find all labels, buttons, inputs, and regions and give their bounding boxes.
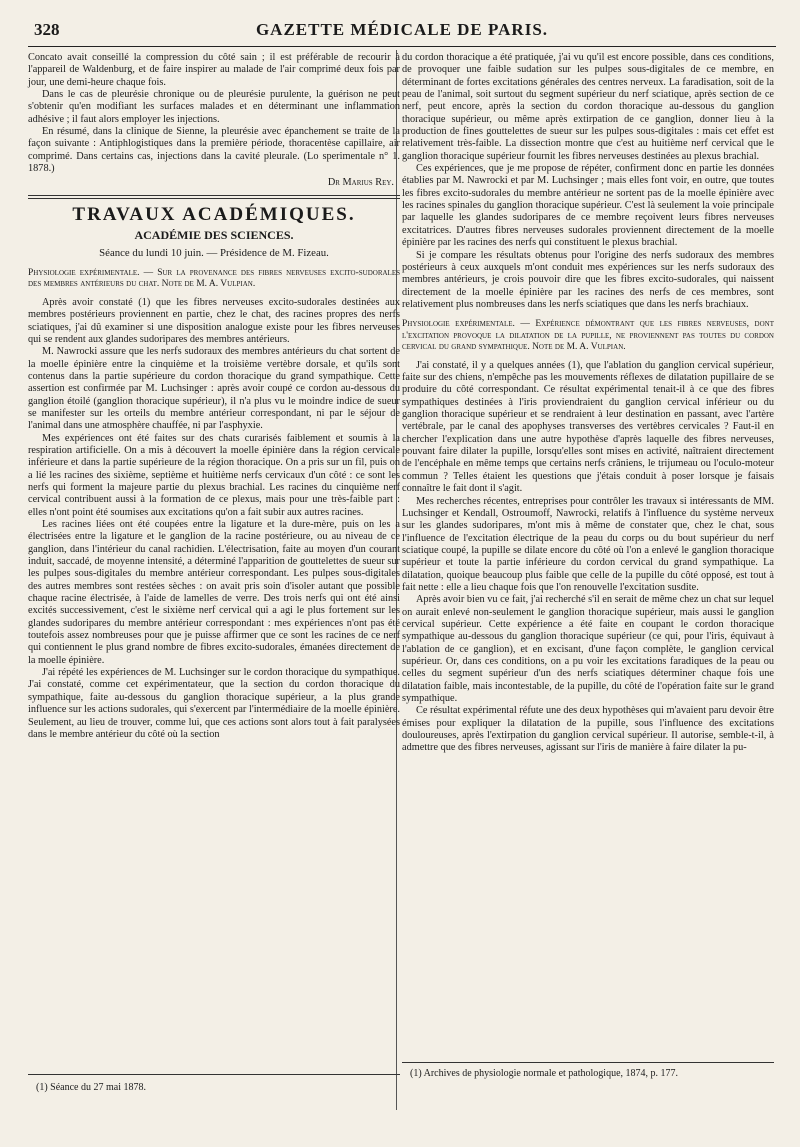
left-column [28, 52, 400, 1112]
paragraph: M. Nawrocki assure que les nerfs sudoraux des membres antérieurs du chat sortent de la moelle épinière entre la cinquième et la troisième vertèbre dorsale, et qu'ils sont contenus dans la partie supérieure du cordon thoracique du grand sympathique. Cette assertion est confirmée par M. Luchsinger : après avoir coupé ce cordon au-dessous du ganglion étoilé (ganglion thoracique supérieur), il n'a plus vu le moindre indice de sueur se manifester sur les orteils du membre antérieur correspondant, ni par le séjour de l'animal dans une atmosphère chauffée, ni par l'asphyxie. [28, 346, 400, 432]
paragraph: du cordon thoracique a été pratiquée, j'ai vu qu'il est encore possible, dans ces conditions, de provoquer une faible sudation sur les pulpes sous-digitales de ce membre, en déterminant de fortes excitations générales des centres nerveux. La faradisation, soit de la peau de l'animal, soit surtout du segment supérieur du nerf sciatique, après section de ce nerf, peut encore, après la section du cordon thoracique au-dessous du ganglion thoracique supérieur, ou même après extirpation de ce ganglion, donner lieu à la production de fines gouttelettes de sueur sur les pulpes sous-digitales : mais cet effet est relativement très-faible. La dissection montre que c'est au huitième nerf cervical que le ganglion thoracique supérieur fournit les fibres nerveuses destinées au plexus brachial. [402, 52, 774, 162]
paragraph: Dans le cas de pleurésie chronique ou de pleurésie purulente, la guérison ne peut s'obtenir qu'en modifiant les surfaces malades et en déterminant une inflammation adhésive ; il faut alors employer les injections. [28, 89, 400, 125]
article-heading: Physiologie expérimentale. — Expérience démontrant que les fibres nerveuses, dont l'excitation provoque la dilatation de la pupille, ne proviennent pas toutes du cordon cervical du grand sympathique. Note de M. A. Vulpian. [402, 319, 774, 353]
right-column [402, 52, 774, 1112]
paragraph: Ce résultat expérimental réfute une des deux hypothèses qui m'avaient paru devoir être émises pour expliquer la dilatation de la pupille, sous l'influence des excitations douloureuses, après l'extirpation du ganglion cervical supérieur. Il autorise, semble-t-il, à admettre que des fibres nerveuses, agissant sur l'iris de manière à faire dilater la pu- [402, 705, 774, 754]
paragraph: Mes expériences ont été faites sur des chats curarisés faiblement et soumis à la respiration artificielle. On a mis à découvert la moelle épinière dans la région cervicale inférieure et dans la partie supérieure de la région thoracique. On a pris sur un fil, puis on a lié les racines des sixième, septième et huitième nerfs cervicaux d'un côté : ce sont les nerfs qui forment la majeure partie du plexus brachial. Les racines du cinquième nerf cervical contribuent aussi à la formation de ce plexus, mais pour une très-faible part : elles n'ont point été soumises aux excitations qu'on a fait subir aux autres racines. [28, 432, 400, 518]
paragraph: En résumé, dans la clinique de Sienne, la pleurésie avec épanchement se traite de la façon suivante : Antiphlogistiques dans la première période, thoracentèse capillaire, air comprimé. Dans certains cas, injections dans la cavité pleurale. (Lo sperimentale n° 1. 1878.) [28, 126, 400, 175]
paragraph: Les racines liées ont été coupées entre la ligature et la dure-mère, puis on les a électrisées entre la ligature et le ganglion de la racine postérieure, ou au niveau de ce ganglion, dans l'intérieur du canal rachidien. L'électrisation, faite au moyen d'un courant induit, saccadé, de moyenne intensité, a déterminé l'apparition de gouttelettes de sueur sur les pulpes sous-digitales du membre antérieur correspondant. Les pulpes sous-digitales des autres membres sont restées sèches : on avait pris soin d'isoler autant que possible chaque racine électrisée, à l'aide de lamelles de verre. Des trois nerfs qui ont été ainsi excités successivement, c'est le sixième nerf cervical qui a agi le plus fortement sur les glandes sudoripares du membre antérieur correspondant : mes expériences n'ont pas été toutefois assez nombreuses pour que je puisse affirmer que ce sont les racines de ce nerf qui contiennent le plus grand nombre de fibres excito-sudorales, émanées directement de la moelle épinière. [28, 519, 400, 666]
page-header [28, 20, 776, 47]
paragraph: Après avoir bien vu ce fait, j'ai recherché s'il en serait de même chez un chat sur lequel on aurait enlevé non-seulement le ganglion thoracique supérieur, mais aussi le ganglion cervical supérieur. Cette expérience a été faite en coupant le cordon thoracique sympathique au-dessous du ganglion thoracique supérieur (ce qui, pour l'iris, équivaut à l'ablation de ce ganglion), et en excisant, d'une façon complète, le ganglion cervical supérieur. Or, dans ces conditions, on a pu voir les excitations faradiques de la peau ou celles du segment supérieur d'un des nerfs sciatiques déterminer chaque fois une dilatation faible, mais incontestable, de la pupille, du côté de l'opération faite sur le grand sympathique. [402, 594, 774, 704]
footnote: (1) Séance du 27 mai 1878. [36, 1082, 146, 1093]
footnote-rule [402, 1062, 774, 1063]
page-number: 328 [34, 20, 60, 39]
article-heading: Physiologie expérimentale. — Sur la provenance des fibres nerveuses excito-sudorales des membres antérieurs du chat. Note de M. A. Vulpian. [28, 267, 400, 290]
paragraph: Après avoir constaté (1) que les fibres nerveuses excito-sudorales destinées aux membres postérieurs proviennent en partie, chez le chat, des racines propres des nerfs sciatiques, j'ai dû examiner si une disposition analogue existe pour les fibres nerveuses qui se rendent aux glandes sudoripares des membres antérieurs. [28, 296, 400, 345]
paragraph: J'ai constaté, il y a quelques années (1), que l'ablation du ganglion cervical supérieur, faite sur des chiens, n'empêche pas les mouvements réflexes de dilatation pupillaire de se produire du côté correspondant. Ce résultat expérimental tenait-il à ce que des fibres sympathiques destinées à l'iris proviendraient du ganglion cervical inférieur ou du ganglion thoracique supérieur et se rendraient à leur destination en passant, avec l'artère vertébrale, par le canal des apophyses transverses des vertèbres cervicales ? Faut-il en chercher l'explication dans une autre hypothèse d'après laquelle des fibres nerveuses, pouvant faire dilater la pupille, lorsqu'elles sont mises en activité, naîtraient directement de l'encéphale en même temps que certains nerfs crâniens, le trijumeau ou l'oculo-moteur commun ? Telles étaient les questions que j'étais conduit à poser lorsque je faisais connaître le fait dont il s'agit. [402, 359, 774, 495]
section-title: TRAVAUX ACADÉMIQUES. [72, 203, 356, 225]
session-line: Séance du lundi 10 juin. — Présidence de M. Fizeau. [99, 247, 329, 260]
paragraph: J'ai répété les expériences de M. Luchsinger sur le cordon thoracique du sympathique. J'ai constaté, comme cet expérimentateur, que la section du cordon thoracique du sympathique, faite au-dessous du ganglion thoracique supérieur, a la plus grande influence sur les actions sudorales, qui s'exercent par l'intermédiaire de la moelle épinière. Seulement, au lieu de trouver, comme lui, que ces actions sont alors tout à fait paralysées dans le membre antérieur du côté où la section [28, 667, 400, 740]
paragraph: Mes recherches récentes, entreprises pour contrôler les travaux si intéressants de MM. Luchsinger et Kendall, Ostroumoff, Nawrocki, relatifs à l'influence du système nerveux sur les glandes sudoripares, m'ont mis à même de constater que, chez le chat, sous l'influence de l'excitation électrique de la peau du corps ou du bout supérieur du nerf sciatique coupé, la pupille se dilate encore du côté où l'on a enlevé le ganglion thoracique supérieur et toute la partie inférieure du cordon cervical du grand sympathique. La dilatation, quoique beaucoup plus faible que celle de la pupille du côté opposé, est tout à fait nette : elle a lieu chaque fois que l'on renouvelle l'excitation susdite. [402, 495, 774, 593]
paragraph: Ces expériences, que je me propose de répéter, confirment donc en partie les données établies par M. Nawrocki et par M. Luchsinger ; mais elles font voir, en outre, que toutes les fibres excito-sudorales du membre antérieur ne sortent pas de la moelle épinière avec les racines spinales du ganglion thoracique supérieur. C'est là seulement la voie principale par laquelle les glandes sudoripares de ce membre reçoivent leurs fibres nerveuses excitatrices. D'autres fibres nerveuses sudorales proviennent directement de la moelle épinière par les racines des nerfs qui constituent le plexus brachial. [402, 163, 774, 249]
paragraph: Si je compare les résultats obtenus pour l'origine des nerfs sudoraux des membres postérieurs à ceux auxquels m'ont conduit mes expériences sur les nerfs sudoraux des membres antérieurs, je crois pouvoir dire que les fibres excito-sudorales, qui naissent directement de la moelle épinière par les racines des nerfs de ces membres, sont relativement plus nombreuses dans les nerfs sciatiques que dans les nerfs brachiaux. [402, 249, 774, 310]
section-divider [28, 195, 400, 199]
paragraph: Concato avait conseillé la compression du côté sain ; il est préférable de recourir à l'appareil de Waldenburg, et de faire inspirer au malade de l'air comprimé deux fois par jour, une demi-heure chaque fois. [28, 52, 400, 88]
footnote: (1) Archives de physiologie normale et pathologique, 1874, p. 177. [410, 1068, 679, 1079]
journal-title: GAZETTE MÉDICALE DE PARIS. [255, 20, 549, 39]
footnote-rule [28, 1074, 400, 1075]
academy-title: ACADÉMIE DES SCIENCES. [134, 228, 294, 243]
author-signature: Dr Marius Rey. [327, 177, 394, 189]
